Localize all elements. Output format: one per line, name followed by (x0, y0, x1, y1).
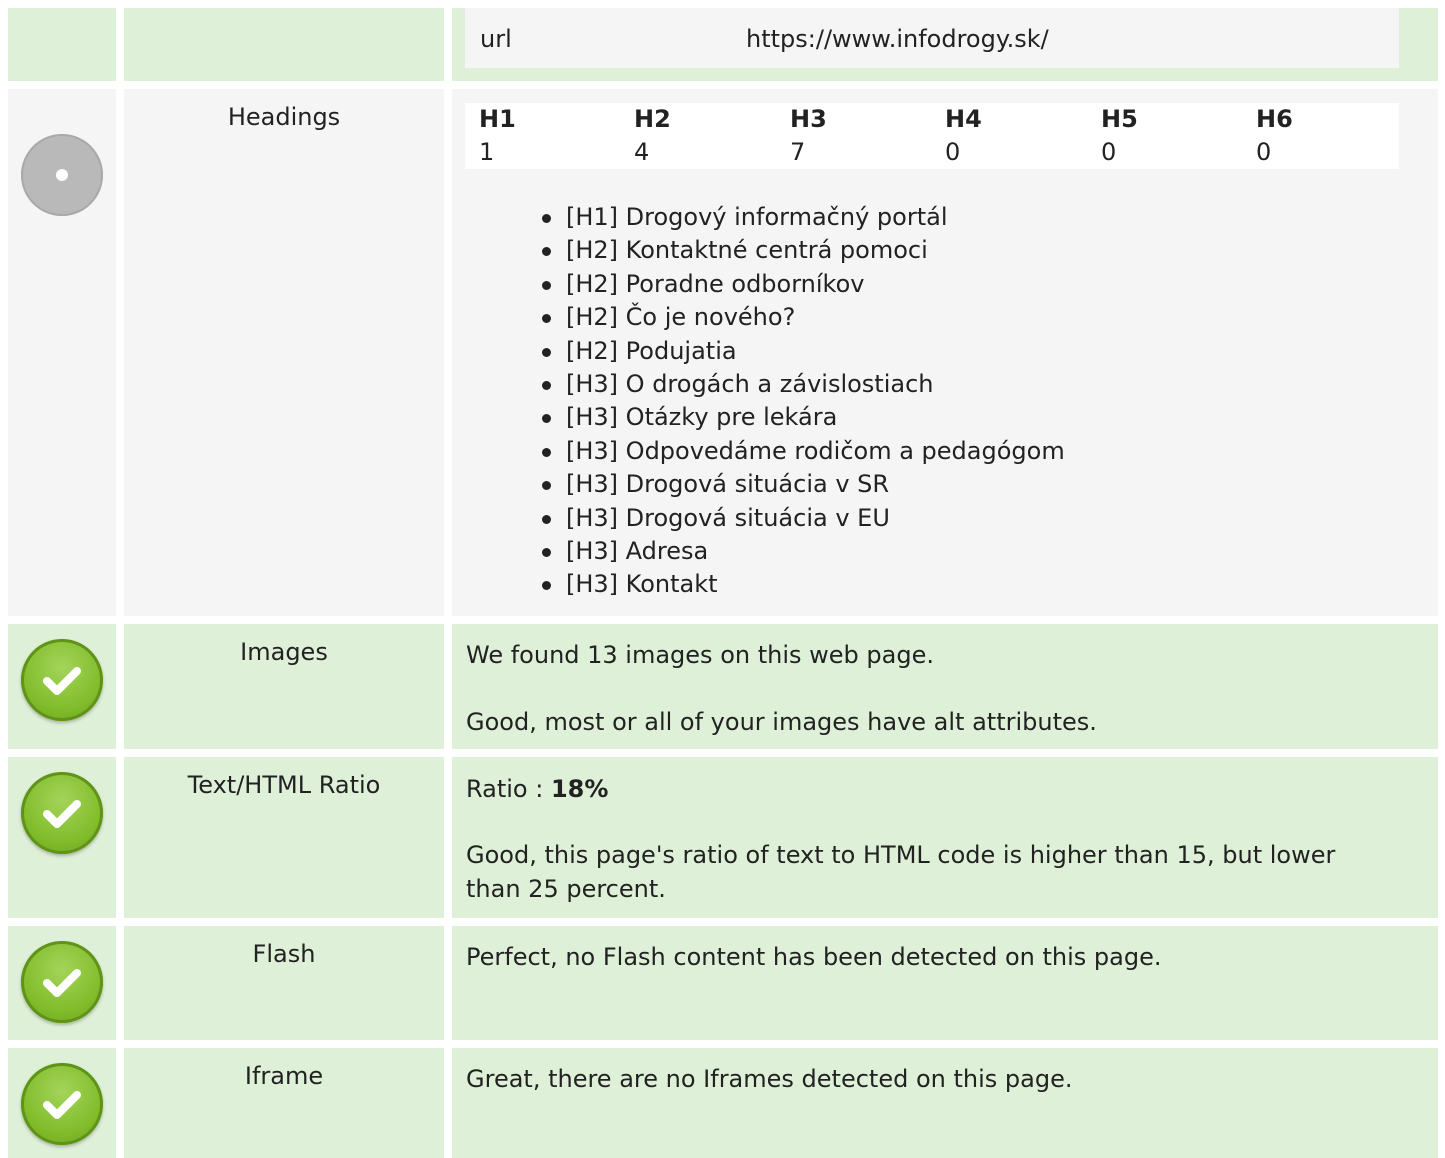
ratio-text (466, 772, 1398, 806)
status-cell (8, 757, 116, 918)
ratio-value: 18% (550, 775, 609, 803)
status-cell (8, 89, 116, 616)
content-cell (452, 926, 1438, 1040)
url-row (0, 0, 1445, 81)
status-cell (8, 926, 116, 1040)
label-cell (124, 1048, 444, 1158)
ratio-description: Good, this page's ratio of text to HTML code is higher than 15, but lower than 25 percent. (466, 841, 1336, 903)
list-item: [H3] Adresa (540, 535, 1065, 568)
url-box (465, 8, 1399, 68)
list-item: [H3] Drogová situácia v SR (540, 468, 1065, 501)
list-item: [H2] Podujatia (540, 335, 1065, 368)
row-label: Headings (227, 103, 341, 131)
list-item: [H3] Drogová situácia v EU (540, 502, 1065, 535)
list-item: [H3] Otázky pre lekára (540, 401, 1065, 434)
content-cell (452, 757, 1438, 918)
content-cell (452, 624, 1438, 749)
list-item: [H3] Kontakt (540, 568, 1065, 601)
label-cell (124, 8, 444, 81)
list-item: [H2] Čo je nového? (540, 301, 1065, 334)
list-item: [H3] O drogách a závislostiach (540, 368, 1065, 401)
ratio-row (0, 757, 1445, 918)
heading-count-h2: H2 4 (634, 105, 671, 166)
row-label: Text/HTML Ratio (187, 771, 381, 799)
flash-row (0, 926, 1445, 1040)
row-label: Iframe (244, 1062, 324, 1090)
row-label: Flash (252, 940, 316, 968)
list-item: [H3] Odpovedáme rodičom a pedagógom (540, 435, 1065, 468)
status-cell (8, 624, 116, 749)
headings-list (540, 201, 1065, 602)
heading-count-h6: H6 0 (1256, 105, 1293, 166)
list-item: [H2] Kontaktné centrá pomoci (540, 234, 1065, 267)
images-row (0, 624, 1445, 749)
status-cell (8, 8, 116, 81)
list-item: [H1] Drogový informačný portál (540, 201, 1065, 234)
flash-text: Perfect, no Flash content has been detected on this page. (466, 943, 1162, 971)
url-key: url (480, 25, 512, 53)
check-circle-icon (21, 772, 103, 854)
label-cell (124, 926, 444, 1040)
ratio-prefix: Ratio : (466, 775, 551, 803)
heading-count-h5: H5 0 (1101, 105, 1138, 166)
row-label: Images (240, 638, 328, 666)
content-cell (452, 1048, 1438, 1158)
heading-count-h3: H3 7 (790, 105, 827, 166)
url-value: https://www.infodrogy.sk/ (746, 25, 1049, 53)
check-circle-icon (21, 1063, 103, 1145)
iframe-text: Great, there are no Iframes detected on this page. (466, 1065, 1073, 1093)
check-circle-icon (21, 941, 103, 1023)
heading-count-h4: H4 0 (945, 105, 982, 166)
headings-count-table (465, 103, 1399, 169)
status-cell (8, 1048, 116, 1158)
images-alt-text: Good, most or all of your images have alt attributes. (466, 708, 1097, 736)
iframe-row (0, 1048, 1445, 1158)
label-cell (124, 757, 444, 918)
neutral-circle-icon (21, 134, 103, 216)
heading-count-h1: H1 1 (479, 105, 516, 166)
images-found-text: We found 13 images on this web page. (466, 641, 934, 669)
label-cell (124, 624, 444, 749)
check-circle-icon (21, 639, 103, 721)
label-cell (124, 89, 444, 616)
list-item: [H2] Poradne odborníkov (540, 268, 1065, 301)
